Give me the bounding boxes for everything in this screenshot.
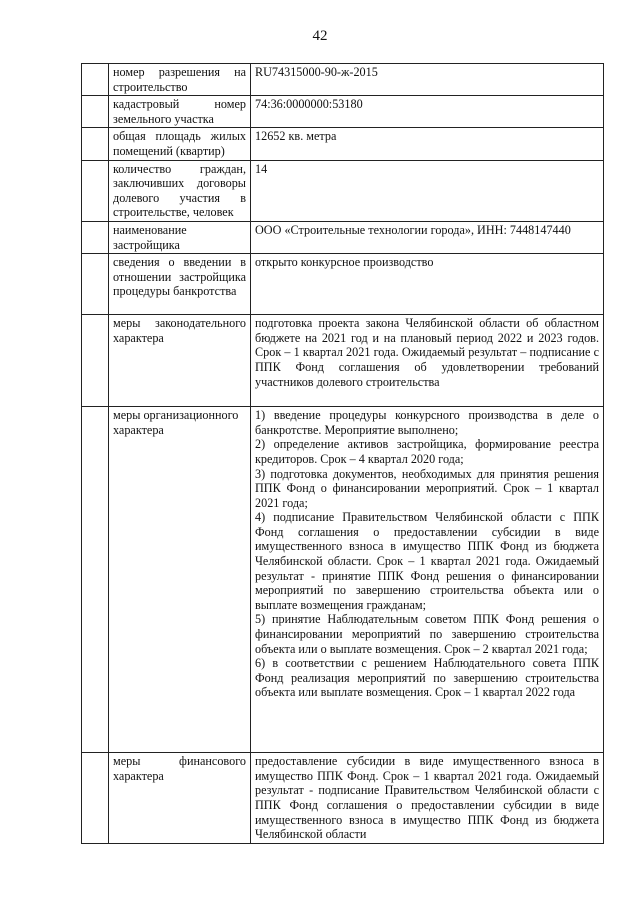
row-label: номер разрешения на строительство <box>109 64 251 96</box>
measure-item: 2) определение активов застройщика, формирование реестра кредиторов. Срок – 4 квартал 2020 года; <box>255 437 599 466</box>
row-value: ООО «Строительные технологии города», ИНН: 7448147440 <box>251 221 604 253</box>
table-row <box>82 254 604 315</box>
row-value: подготовка проекта закона Челябинской области об областном бюджете на 2021 год и на плановый период 2022 и 2023 годов. Срок – 1 квартал 2021 года. Ожидаемый результат – подписание с ППК Фонд соглашения об удовлетворении требований участников долевого строительства <box>251 315 604 407</box>
measure-item: 6) в соответствии с решением Наблюдательного совета ППК Фонд реализация мероприятий по завершению строительства объекта или выплате возмещения. Срок – 1 квартал 2022 года <box>255 656 599 700</box>
row-value: предоставление субсидии в виде имущественного взноса в имущество ППК Фонд. Срок – 1 квартал 2021 года. Ожидаемый результат - подписание Правительством Челябинской области с ППК Фонд соглашения о предоставлении субсидии в виде имущественного взноса в имущество ППК Фонд из бюджета Челябинской области <box>251 753 604 844</box>
row-value <box>251 407 604 753</box>
measure-item: 4) подписание Правительством Челябинской области с ППК Фонд соглашения о предоставлении субсидии в виде имущественного взноса в имущество ППК Фонд из бюджета Челябинской области. Срок – 1 квартал 2021 года. Ожидаемый результат - принятие ППК Фонд решения о финансировании мероприятий по завершению строительства объекта или о выплате возмещения гражданам; <box>255 510 599 612</box>
empty-cell <box>82 254 109 315</box>
info-table <box>81 63 604 844</box>
row-label: сведения о введении в отношении застройщика процедуры банкротства <box>109 254 251 315</box>
table-row <box>82 96 604 128</box>
empty-cell <box>82 96 109 128</box>
row-label: кадастровый номер земельного участка <box>109 96 251 128</box>
row-value: RU74315000-90-ж-2015 <box>251 64 604 96</box>
empty-cell <box>82 160 109 221</box>
row-label: меры организационного характера <box>109 407 251 753</box>
table-row <box>82 128 604 160</box>
empty-cell <box>82 315 109 407</box>
empty-cell <box>82 407 109 753</box>
empty-cell <box>82 221 109 253</box>
row-value: открыто конкурсное производство <box>251 254 604 315</box>
table-row <box>82 315 604 407</box>
table-row <box>82 407 604 753</box>
measure-item: 3) подготовка документов, необходимых для принятия решения ППК Фонд о финансировании мероприятий. Срок – 1 квартал 2021 года; <box>255 466 599 510</box>
table-row <box>82 221 604 253</box>
table-row <box>82 64 604 96</box>
empty-cell <box>82 753 109 844</box>
page-number: 42 <box>312 28 328 44</box>
row-label: меры финансового характера <box>109 753 251 844</box>
row-label: общая площадь жилых помещений (квартир) <box>109 128 251 160</box>
table-row <box>82 753 604 844</box>
measure-item: 1) введение процедуры конкурсного производства в деле о банкротстве. Мероприятие выполнено; <box>255 408 599 437</box>
empty-cell <box>82 64 109 96</box>
table-row <box>82 160 604 221</box>
row-value: 74:36:0000000:53180 <box>251 96 604 128</box>
row-label: количество граждан, заключивших договоры долевого участия в строительстве, человек <box>109 160 251 221</box>
row-label: наименование застройщика <box>109 221 251 253</box>
row-value: 12652 кв. метра <box>251 128 604 160</box>
empty-cell <box>82 128 109 160</box>
row-label: меры законодательного характера <box>109 315 251 407</box>
measure-item: 5) принятие Наблюдательным советом ППК Фонд решения о финансировании мероприятий по завершению строительства объекта или о выплате возмещения. Срок – 2 квартал 2021 года; <box>255 612 599 656</box>
row-value: 14 <box>251 160 604 221</box>
